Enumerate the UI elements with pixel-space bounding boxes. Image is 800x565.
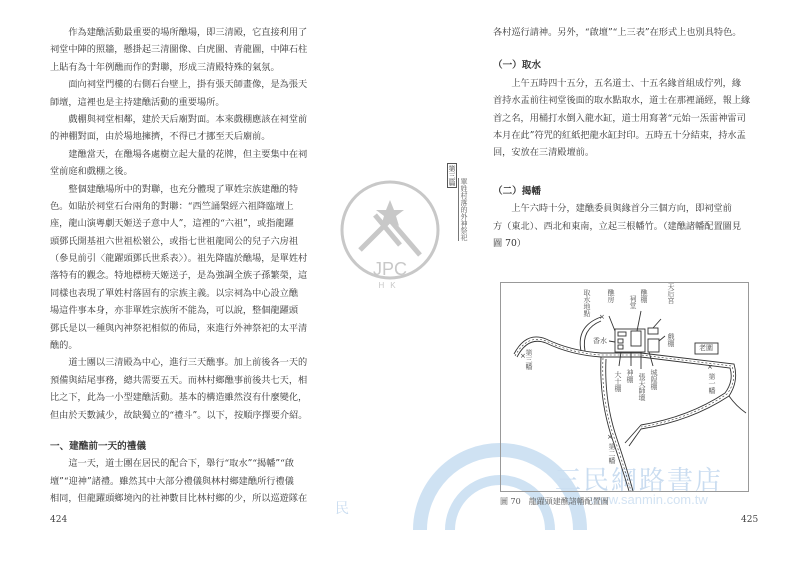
sanmin-store-watermark: 三民網路書店 — [555, 466, 724, 496]
sanmin-url-watermark: www.sanmin.com.tw — [590, 492, 708, 507]
side-tab-part: 第三篇 — [448, 165, 456, 186]
jpc-logo-watermark — [340, 160, 440, 300]
text-line: 的神棚對面，由於場地擁擠，不得已才挪至天后廟前。 — [50, 131, 271, 143]
svg-text:×: × — [520, 352, 526, 360]
text-line: 圖 70） — [493, 237, 526, 249]
text-line: 面向祠堂門樓的右側石台壁上，掛有張天師畫像，是為張天 — [50, 79, 308, 91]
text-line: 方（東北）、西北和東南，立起三根幡竹。（建醮諸幡配置圖見 — [493, 220, 742, 232]
label-banner-2: 第二幡 — [608, 443, 616, 464]
text-line: 落特有的觀念。特地標榜天姬送子，是為強調全族子孫繁榮，這 — [50, 270, 308, 282]
text-line: 上午五時四十五分，五名道士、十五名緣首組成佇列，緣 — [493, 77, 742, 89]
tianhou-temple — [648, 328, 658, 334]
text-line: 戲棚與祠堂相鄰，建於天后廟對面。本來戲棚應該在祠堂前 — [50, 113, 308, 125]
text-line: 建醮當天，在醮場各處樹立起大量的花牌，但主要集中在祠 — [50, 148, 308, 160]
label-banner-3: 第三幡 — [525, 349, 533, 370]
label-tianhou: 天后宮 — [667, 283, 675, 304]
temple-compound — [615, 329, 645, 352]
subsection-heading-water: （一）取水 — [493, 60, 541, 72]
text-line: 各村巡行請神。另外，“啟壇”“上三表”在形式上也別具特色。 — [493, 27, 742, 38]
label-water-point: 取水地點 — [583, 289, 591, 317]
sanmin-mark-watermark: 民 — [335, 501, 349, 517]
text-line: 上貼有為十年例醮而作的對聯，形成三清殿特殊的氣氛。 — [50, 61, 280, 73]
svg-text:HK: HK — [378, 281, 402, 290]
text-line: 座，龍山演粵劇天姬送子意中人”，這裡的“六祖”，或指龍躍 — [50, 218, 294, 230]
label-jiaopeng: 醮棚 — [640, 289, 648, 303]
label-shenpeng: 神棚 — [626, 369, 634, 383]
text-line: 比之下，此為一小型建醮活動。基本的構造雖然沒有什麼變化， — [50, 392, 308, 404]
label-chenghuang: 城隍棚 — [650, 369, 658, 390]
text-line: 堂前庭和戲棚之後。 — [50, 166, 133, 178]
svg-text:×: × — [707, 363, 713, 371]
text-line: 祠堂中陣的照牆，懸掛起三清圖像、白虎圖、青龍圖，中陣石柱 — [50, 44, 308, 56]
right-page-text — [493, 24, 758, 252]
page-number-left: 424 — [50, 515, 68, 525]
road-main — [514, 337, 736, 446]
label-dashi: 大士棚 — [614, 371, 622, 392]
label-laowei: 老圍 — [699, 344, 713, 352]
text-line: 回，安放在三清殿壇前。 — [493, 147, 595, 159]
road-east-branch — [729, 396, 746, 413]
text-line: 首持水盂前往祠堂後面的取水點取水，道士在那裡誦經，報上緣 — [493, 95, 751, 107]
text-line: 整個建醮場所中的對聯，也充分體現了單姓宗族建醮的特 — [50, 183, 299, 195]
text-line: 相同，但龍躍頭鄉境內的社神數目比林村鄉的少，所以巡遊隊在 — [50, 493, 308, 505]
text-line: 醮的。 — [50, 340, 78, 352]
label-xiangshui: 香水 — [593, 337, 607, 345]
svg-text:×: × — [599, 313, 605, 321]
text-line: 作為建醮活動最重要的場所醮場，即三清殿，它直接利用了 — [50, 27, 308, 38]
svg-text:JPC: JPC — [372, 259, 408, 279]
subsection-heading-banner: （二）揭幡 — [493, 185, 541, 197]
label-zhaifang: 醮房 — [607, 289, 615, 303]
text-line: 頭鄧氏開基祖六世祖松嶺公，或指七世祖龍岡公的兒子六房祖 — [50, 235, 299, 247]
opera-stage — [648, 339, 659, 352]
text-line: 預備與結尾事務，總共需要五天。而林村鄉醮事前後共七天，相 — [50, 374, 308, 386]
text-line: 鄧氏是以一種與內神祭祀相似的佈局，來進行外神祭祀的太平清 — [50, 322, 308, 334]
left-page-text — [50, 24, 312, 508]
text-line: 這一天，道士團在居民的配合下，舉行“取水”“揭幡”“啟 — [50, 458, 294, 470]
section-heading: 一、建醮前一天的禮儀 — [50, 440, 146, 452]
text-line: 首之名，用桶打水倒入龍水缸，道士用寫著“元始一炁雷神雷司 — [493, 112, 746, 124]
text-line: 師壇，這裡也是主持建醮活動的重要場所。 — [50, 96, 225, 108]
label-xipeng: 戲棚 — [667, 333, 675, 347]
text-line: 壇”“迎神”諸禮。雖然其中大部分禮儀與林村鄉建醮所行禮儀 — [50, 475, 294, 487]
text-line: 同樣也表現了單姓村落固有的宗族主義。以宗祠為中心設立醮 — [50, 287, 299, 299]
text-line: 色。如貼於祠堂石台兩角的對聯：“西竺誦槃經六祖降臨壇上 — [50, 200, 294, 212]
text-line: 場這件事本身，亦非單姓宗族所不能為，可以說，整個龍躍頭 — [50, 305, 299, 317]
svg-text:×: × — [607, 433, 613, 441]
label-banner-1: 第一幡 — [708, 373, 716, 394]
text-line: 上午六時十分，建醮委員與緣首分三個方向，即祠堂前 — [493, 203, 732, 215]
label-tianshi: 張天師壇 — [638, 373, 646, 401]
banner-layout-diagram — [500, 282, 749, 492]
text-line: 但由於天數減少，故缺獨立的“禮斗”。以下，按順序擇要介紹。 — [50, 409, 308, 421]
text-line: （參見前引〈龍躍頭鄧氏世系表〉）。祖先降臨於醮場，是單姓村 — [50, 253, 308, 265]
side-tab-title: 單姓村落的外神祭祀 — [460, 178, 468, 241]
diagram-caption: 圖 70 龍躍頭建醮諸幡配置圖 — [500, 497, 609, 506]
page-number-right: 425 — [741, 515, 759, 525]
label-ancestral-hall: 祠堂 — [629, 295, 637, 309]
text-line: 道士團以三清殿為中心，進行三天醮事。加上前後各一天的 — [50, 357, 308, 369]
text-line: 本月在此”符咒的紅紙把龍水缸封印。五時五十分結束，持水盂 — [493, 129, 746, 141]
